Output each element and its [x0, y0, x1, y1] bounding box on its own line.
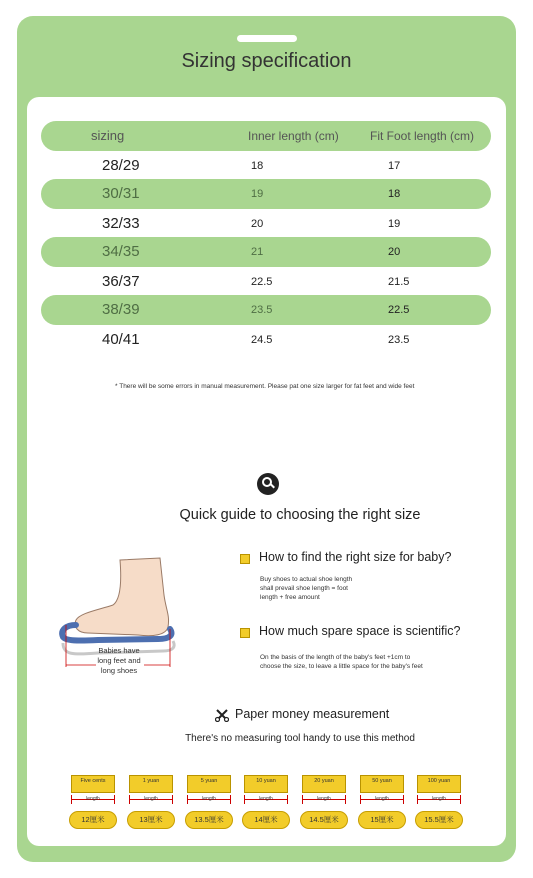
- table-header: [41, 121, 491, 151]
- bill-note: 20 yuan: [302, 775, 346, 793]
- size-pill: 15.5厘米: [415, 811, 463, 829]
- yellow-bullet-icon: [240, 628, 250, 638]
- table-row: [41, 325, 491, 355]
- foot-length-cell: 19: [388, 218, 401, 230]
- question-spare-space: How much spare space is scientific?: [259, 624, 461, 638]
- foot-length-cell: 20: [388, 246, 401, 258]
- foot-length-cell: 17: [388, 160, 401, 172]
- header-sizing: sizing: [91, 128, 125, 143]
- length-label: length: [202, 796, 216, 802]
- bill-note: 5 yuan: [187, 775, 231, 793]
- inner-length-cell: 21: [251, 246, 264, 258]
- size-cell: 28/29: [102, 157, 140, 174]
- bill-note: 50 yuan: [360, 775, 404, 793]
- paper-money-title: Paper money measurement: [235, 707, 390, 721]
- hanger-slot: [237, 35, 297, 42]
- length-marker: [360, 795, 404, 804]
- scissors-icon: [215, 708, 229, 722]
- answer-line: choose the size, to leave a little space for the baby's feet: [260, 663, 423, 670]
- page-title: Sizing specification: [181, 50, 352, 72]
- size-cell: 40/41: [102, 331, 140, 348]
- size-cell: 30/31: [102, 185, 140, 202]
- inner-length-cell: 23.5: [251, 304, 273, 316]
- header-fit-foot-length: Fit Foot length (cm): [370, 129, 475, 143]
- inner-length-cell: 20: [251, 218, 264, 230]
- answer-line: Buy shoes to actual shoe length: [260, 576, 353, 583]
- size-pill: 14厘米: [242, 811, 290, 829]
- size-cell: 36/37: [102, 273, 140, 290]
- answer-find-size: [260, 575, 352, 602]
- inner-length-cell: 22.5: [251, 276, 273, 288]
- bill-note: Five cents: [71, 775, 115, 793]
- length-marker: [129, 795, 173, 804]
- size-cell: 38/39: [102, 301, 140, 318]
- size-pill: 15厘米: [358, 811, 406, 829]
- length-label: length: [317, 796, 331, 802]
- length-marker: [302, 795, 346, 804]
- size-pill: 13.5厘米: [185, 811, 233, 829]
- foot-caption-line: long shoes: [100, 666, 138, 675]
- table-row: [41, 179, 491, 209]
- length-marker: [187, 795, 231, 804]
- bill-note: 10 yuan: [244, 775, 288, 793]
- measurement-note: * There will be some errors in manual measurement. Please pat one size larger for fat feet and wide feet: [115, 383, 415, 390]
- length-label: length: [375, 796, 389, 802]
- inner-length-cell: 24.5: [251, 334, 273, 346]
- inner-length-cell: 18: [251, 160, 264, 172]
- foot-length-cell: 22.5: [388, 304, 410, 316]
- answer-spare-space: [260, 653, 423, 671]
- size-cell: 34/35: [102, 243, 140, 260]
- bill-note: 100 yuan: [417, 775, 461, 793]
- length-marker: [417, 795, 461, 804]
- length-marker: [71, 795, 115, 804]
- answer-line: shall prevail shoe length = foot: [260, 585, 348, 592]
- foot-length-cell: 21.5: [388, 276, 410, 288]
- guide-title: Quick guide to choosing the right size: [179, 507, 421, 523]
- size-pill: 13厘米: [127, 811, 175, 829]
- foot-caption-line: long feet and: [97, 656, 141, 665]
- inner-length-cell: 19: [251, 188, 264, 200]
- table-row: [41, 237, 491, 267]
- paper-money-subtitle: There's no measuring tool handy to use this method: [185, 733, 415, 744]
- foot-caption: [96, 646, 142, 676]
- question-find-size: How to find the right size for baby?: [259, 550, 452, 564]
- bill-note: 1 yuan: [129, 775, 173, 793]
- yellow-bullet-icon: [240, 554, 250, 564]
- foot-length-cell: 18: [388, 188, 401, 200]
- table-row: [41, 295, 491, 325]
- table-row: [41, 209, 491, 239]
- q-logo-icon: [257, 473, 279, 495]
- foot-length-cell: 23.5: [388, 334, 410, 346]
- length-label: length: [432, 796, 446, 802]
- size-cell: 32/33: [102, 215, 140, 232]
- length-label: length: [86, 796, 100, 802]
- answer-line: On the basis of the length of the baby's feet +1cm to: [260, 654, 411, 661]
- size-pill: 14.5厘米: [300, 811, 348, 829]
- answer-line: length + free amount: [260, 594, 320, 601]
- size-pill: 12厘米: [69, 811, 117, 829]
- table-row: [41, 151, 491, 181]
- header-inner-length: Inner length (cm): [248, 129, 339, 143]
- foot-caption-line: Babies have: [98, 646, 140, 655]
- table-row: [41, 267, 491, 297]
- length-label: length: [144, 796, 158, 802]
- length-label: length: [259, 796, 273, 802]
- length-marker: [244, 795, 288, 804]
